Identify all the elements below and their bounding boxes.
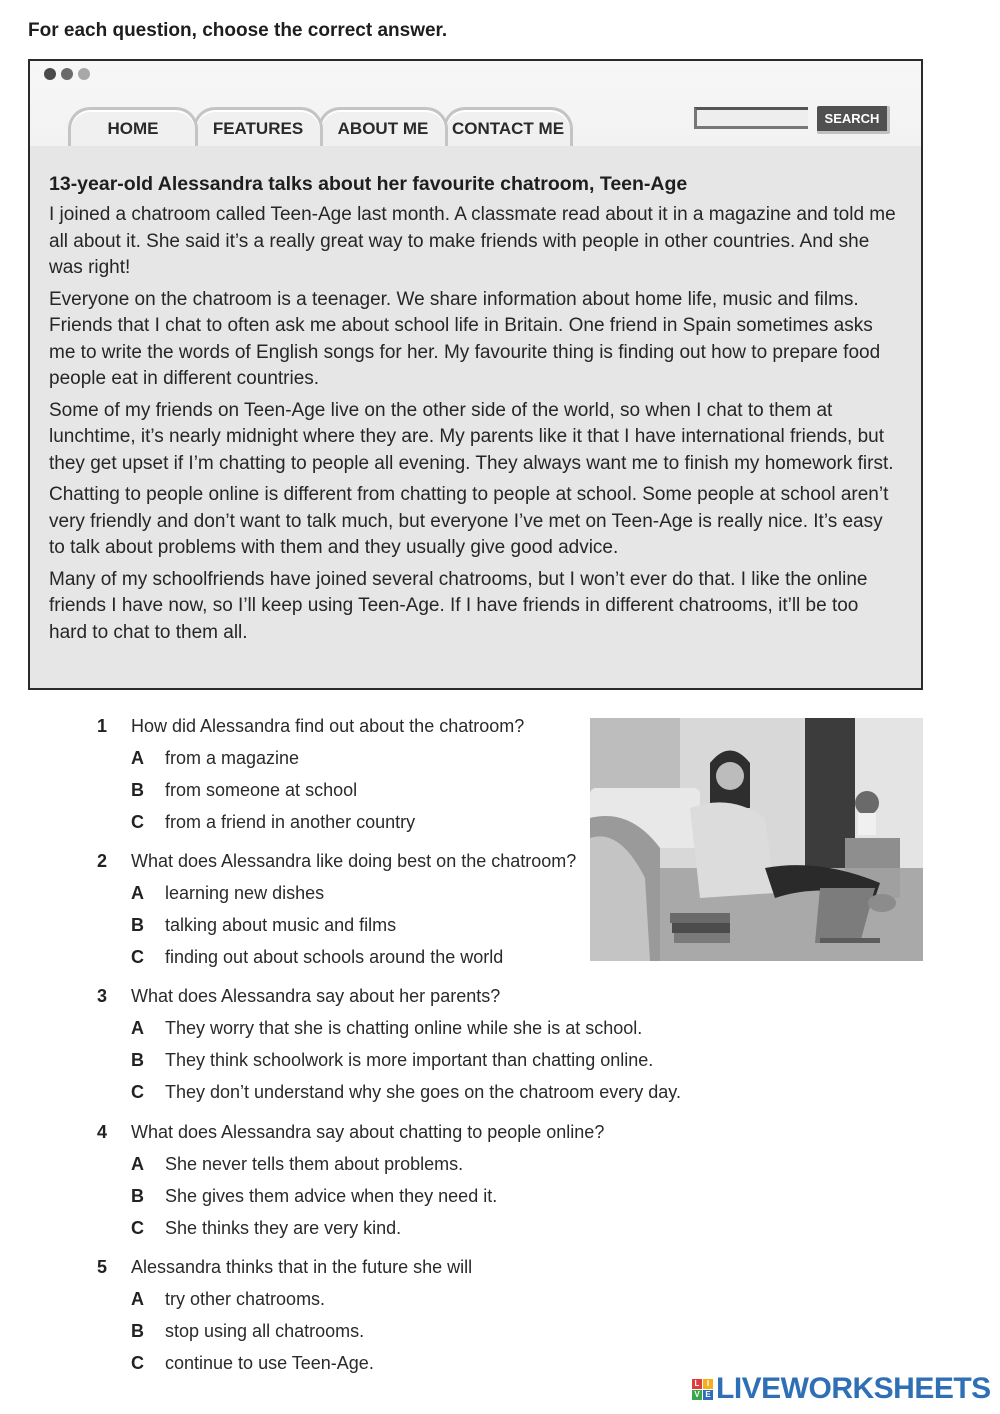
window-dot-icon (78, 68, 90, 80)
question-text: How did Alessandra find out about the chatroom? (131, 716, 525, 736)
article-paragraph: Everyone on the chatroom is a teenager. We share information about home life, music and films. Friends that I chat to often ask me about school life in Britain. One friend in Spain sometimes asks me to write the words of English songs for her. My favourite thing is finding out how to prepare food people eat in different countries. (49, 288, 881, 389)
option-text: They think schoolwork is more important than chatting online. (165, 1050, 654, 1070)
option-letter: A (131, 1289, 144, 1309)
option-1b[interactable] (131, 780, 357, 801)
article-paragraph: Some of my friends on Teen-Age live on the other side of the world, so when I chat to them at lunchtime, it’s nearly midnight where they are. My parents like it that I have international friends, but they get upset if I’m chatting to people all evening. They always want me to finish my homework first. (49, 399, 894, 474)
option-text: talking about music and films (165, 915, 397, 935)
option-2c[interactable] (131, 947, 503, 968)
question-number: 3 (97, 986, 108, 1006)
option-3a[interactable] (131, 1018, 642, 1039)
liveworksheets-logo (692, 1372, 991, 1406)
option-5c[interactable] (131, 1353, 374, 1374)
article-title: 13-year-old Alessandra talks about her favourite chatroom, Teen-Age (49, 173, 688, 195)
window-dot-icon (61, 68, 73, 80)
option-letter: C (131, 1218, 144, 1238)
logo-badge-cell: I (703, 1379, 713, 1389)
tab-contact-me[interactable]: CONTACT ME (443, 107, 573, 146)
article-paragraph: Chatting to people online is different from chatting to people at school. Some people at school aren’t very friendly and don’t want to talk much, but everyone I’ve met on Teen-Age is really nice. It’s easy to talk about problems with them and they usually give good advice. (49, 484, 889, 558)
option-letter: C (131, 812, 144, 832)
logo-badge-icon (692, 1379, 713, 1400)
browser-window (28, 59, 923, 690)
window-dots (44, 68, 90, 80)
option-4a[interactable] (131, 1154, 463, 1175)
search-button[interactable]: SEARCH (817, 106, 890, 134)
option-letter: B (131, 1050, 144, 1070)
option-letter: C (131, 947, 144, 967)
option-letter: C (131, 1353, 144, 1373)
option-text: stop using all chatrooms. (165, 1321, 365, 1341)
option-letter: B (131, 915, 144, 935)
option-text: She never tells them about problems. (165, 1154, 464, 1174)
option-3b[interactable] (131, 1050, 653, 1071)
option-letter: A (131, 1018, 144, 1038)
logo-text: LIVEWORKSHEETS (716, 1372, 991, 1405)
question-number: 4 (97, 1122, 108, 1142)
question-text: What does Alessandra say about her parents? (131, 986, 501, 1006)
logo-badge-cell: E (703, 1390, 713, 1400)
question-number: 1 (97, 716, 108, 736)
option-text: She thinks they are very kind. (165, 1218, 402, 1238)
girl-on-laptop-photo (590, 718, 923, 961)
question-text: What does Alessandra like doing best on the chatroom? (131, 851, 577, 871)
option-3c[interactable] (131, 1082, 681, 1103)
option-letter: B (131, 1321, 144, 1341)
logo-badge-cell: V (692, 1390, 702, 1400)
browser-toolbar (30, 61, 921, 146)
question-text: Alessandra thinks that in the future she will (131, 1257, 473, 1277)
tab-about-me[interactable]: ABOUT ME (318, 107, 448, 146)
option-letter: A (131, 883, 144, 903)
window-dot-icon (44, 68, 56, 80)
article (49, 171, 901, 651)
photo-illustration (590, 718, 923, 961)
question-number: 2 (97, 851, 108, 871)
option-text: from a friend in another country (165, 812, 416, 832)
logo-badge-cell: L (692, 1379, 702, 1389)
tab-home[interactable]: HOME (68, 107, 198, 146)
tab-features[interactable]: FEATURES (193, 107, 323, 146)
option-letter: C (131, 1082, 144, 1102)
question-text: What does Alessandra say about chatting to people online? (131, 1122, 605, 1142)
option-text: from a magazine (165, 748, 300, 768)
option-text: learning new dishes (165, 883, 325, 903)
option-text: try other chatrooms. (165, 1289, 326, 1309)
option-text: They don’t understand why she goes on the chatroom every day. (165, 1082, 681, 1102)
article-paragraph: Many of my schoolfriends have joined several chatrooms, but I won’t ever do that. I like the online friends I have now, so I’ll keep using Teen-Age. If I have friends in different chatrooms, it’ll be too hard to chat to them all. (49, 568, 868, 643)
option-letter: B (131, 780, 144, 800)
question-number: 5 (97, 1257, 108, 1277)
option-letter: A (131, 1154, 144, 1174)
option-text: They worry that she is chatting online while she is at school. (165, 1018, 643, 1038)
option-letter: A (131, 748, 144, 768)
option-5a[interactable] (131, 1289, 325, 1310)
option-text: from someone at school (165, 780, 358, 800)
search-input[interactable] (694, 107, 808, 129)
option-text: She gives them advice when they need it. (165, 1186, 498, 1206)
option-2b[interactable] (131, 915, 396, 936)
instruction-heading: For each question, choose the correct answer. (28, 20, 448, 41)
option-4c[interactable] (131, 1218, 401, 1239)
option-1a[interactable] (131, 748, 299, 769)
option-text: continue to use Teen-Age. (165, 1353, 374, 1373)
option-1c[interactable] (131, 812, 415, 833)
article-paragraph: I joined a chatroom called Teen-Age last month. A classmate read about it in a magazine and told me all about it. She said it’s a really great way to make friends with people in other countries. And she was right! (49, 204, 896, 278)
option-2a[interactable] (131, 883, 324, 904)
option-4b[interactable] (131, 1186, 497, 1207)
option-5b[interactable] (131, 1321, 364, 1342)
option-letter: B (131, 1186, 144, 1206)
option-text: finding out about schools around the world (165, 947, 504, 967)
